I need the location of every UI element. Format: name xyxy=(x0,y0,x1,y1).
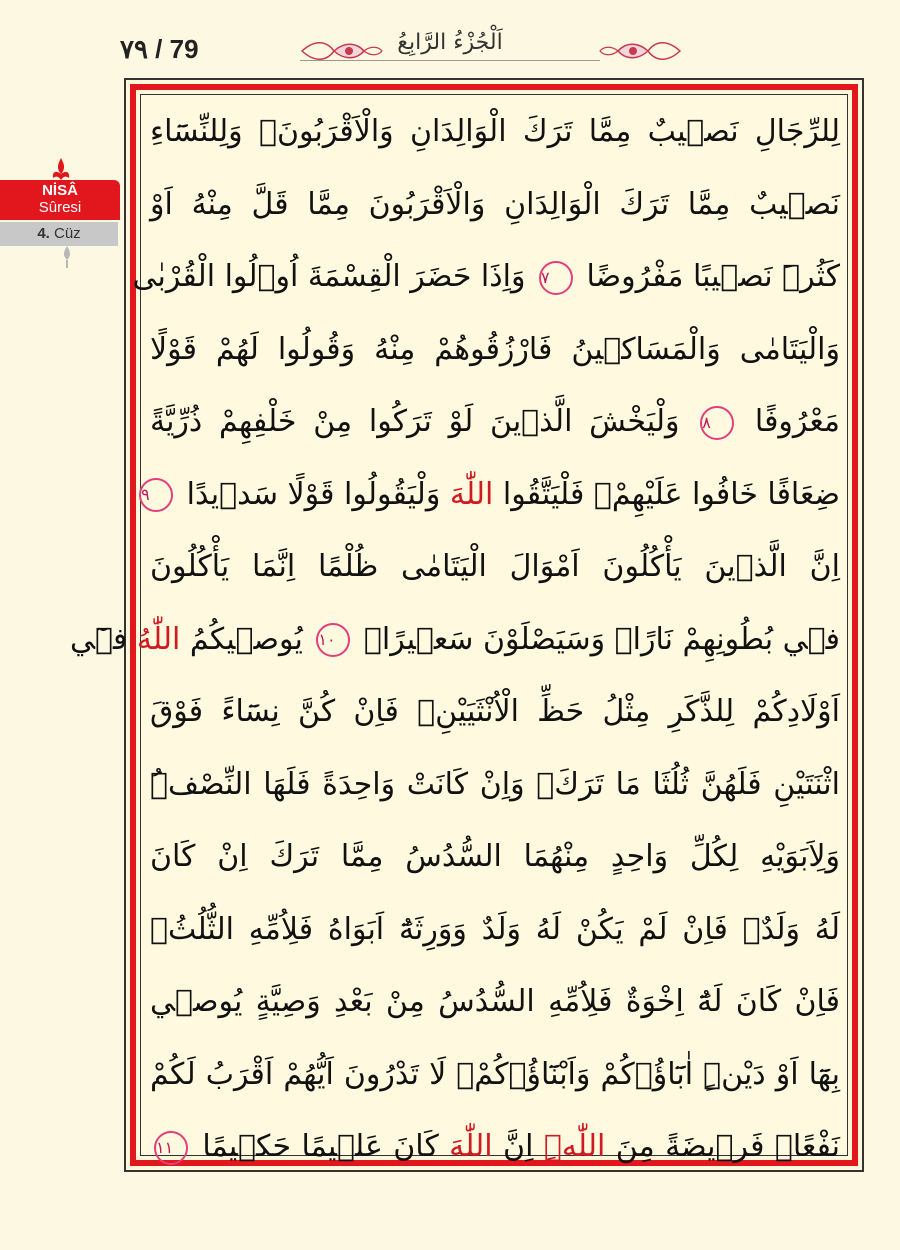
page-number: ٧٩ / 79 xyxy=(120,34,199,64)
verse-number-marker: ١١ xyxy=(154,1131,188,1165)
page-header xyxy=(0,0,900,80)
divine-name: اللّٰهَ xyxy=(449,476,494,512)
verse-number-marker: ٧ xyxy=(539,261,573,295)
text-line xyxy=(150,386,840,459)
verse-text: اِنَّ الَّذ۪ينَ يَأْكُلُونَ اَمْوَالَ الْيَتَامٰى ظُلْمًا اِنَّمَا يَأْكُلُونَ xyxy=(150,549,840,584)
text-line xyxy=(150,1111,840,1184)
text-line xyxy=(150,676,840,749)
verse-text: وَلْيَقُولُوا قَوْلًا سَد۪يدًا xyxy=(177,476,450,512)
verse-text: ف۪ي بُطُونِهِمْ نَارًاۜ وَسَيَصْلَوْنَ سَع۪يرًا۟ xyxy=(354,621,840,657)
text-line xyxy=(150,314,840,387)
sura-label: Sûresi xyxy=(38,199,82,216)
text-line xyxy=(141,459,840,532)
verse-text: نَفْعًاۜ فَر۪يضَةً مِنَ xyxy=(605,1129,840,1164)
juz-number: 4. xyxy=(37,225,50,242)
verse-text: يُوص۪يكُمُ xyxy=(180,621,313,657)
juz-label: Cüz xyxy=(54,225,81,242)
verse-text: ۜ اِنَّ xyxy=(492,1129,544,1164)
juz-title: اَلْجُزْءُ الرَّابِعُ xyxy=(397,30,503,55)
text-line xyxy=(150,894,840,967)
verse-text: لَهُ وَلَدٌۚ فَاِنْ لَمْ يَكُنْ لَهُ وَلَدٌ وَوَرِثَهُٓ اَبَوَاهُ فَلِاُمِّهِ الثُّلُثُۚ xyxy=(150,911,840,947)
text-line xyxy=(150,96,840,169)
text-line xyxy=(69,604,840,677)
text-line xyxy=(150,531,840,604)
ornament-right-icon xyxy=(598,38,682,64)
verse-number-marker: ١٠ xyxy=(316,623,350,657)
quran-text xyxy=(69,96,840,1184)
verse-text: وَلِاَبَوَيْهِ لِكُلِّ وَاحِدٍ مِنْهُمَا السُّدُسُ مِمَّا تَرَكَ اِنْ كَانَ xyxy=(150,839,840,874)
verse-text: اَوْلَادِكُمْ لِلذَّكَرِ مِثْلُ حَظِّ الْاُنْثَيَيْنِۚ فَاِنْ كُنَّ نِسَٓاءً فَوْقَ xyxy=(150,694,840,729)
verse-text: ضِعَافًا خَافُوا عَلَيْهِمْۖ فَلْيَتَّقُوا xyxy=(493,476,840,512)
ornament-drop-icon xyxy=(60,246,74,268)
verse-text: مَعْرُوفًا xyxy=(738,404,840,439)
verse-text: لِلرِّجَالِ نَص۪يبٌ مِمَّا تَرَكَ الْوَالِدَانِ وَالْاَقْرَبُونَۖ وَلِلنِّسَٓاءِ xyxy=(150,114,840,149)
text-line xyxy=(150,1039,840,1112)
verse-text: كَثُرَۜ نَص۪يبًا مَفْرُوضًا xyxy=(576,259,840,294)
sura-tab xyxy=(0,180,120,220)
text-line xyxy=(150,966,840,1039)
verse-text: اثْنَتَيْنِ فَلَهُنَّ ثُلُثَا مَا تَرَكَۚ وَاِنْ كَانَتْ وَاحِدَةً فَلَهَا النِّصْفُۜ xyxy=(150,766,840,802)
verse-text: ف۪ٓي xyxy=(69,621,137,657)
text-line xyxy=(150,749,840,822)
verse-text: وَالْيَتَامٰى وَالْمَسَاك۪ينُ فَارْزُقُوهُمْ مِنْهُ وَقُولُوا لَهُمْ قَوْلًا xyxy=(150,331,840,367)
verse-text: فَاِنْ كَانَ لَهُٓ اِخْوَةٌ فَلِاُمِّهِ السُّدُسُ مِنْ بَعْدِ وَصِيَّةٍ يُوص۪ي xyxy=(150,984,840,1019)
verse-text: بِهَٓا اَوْ دَيْنٍۜ اٰبَٓاؤُ۬كُمْ وَاَبْنَٓاؤُ۬كُمْۚ لَا تَدْرُونَ اَيُّهُمْ اَقْرَبُ لَكُمْ xyxy=(150,1056,840,1092)
verse-text: كَانَ عَل۪يمًا حَك۪يمًا xyxy=(192,1129,450,1164)
text-line xyxy=(132,241,840,314)
divine-name: اللّٰهُ xyxy=(136,621,181,657)
verse-number-marker: ٨ xyxy=(700,406,734,440)
text-line xyxy=(150,821,840,894)
verse-number-marker: ٩ xyxy=(139,478,173,512)
juz-tab xyxy=(0,222,118,246)
divine-name: اللّٰهِ xyxy=(543,1129,606,1164)
divine-name: اللّٰهَ xyxy=(449,1129,493,1164)
verse-text: وَاِذَا حَضَرَ الْقِسْمَةَ اُو۬لُوا الْقُرْبٰى xyxy=(132,259,535,294)
verse-text: وَلْيَخْشَ الَّذ۪ينَ لَوْ تَرَكُوا مِنْ خَلْفِهِمْ ذُرِّيَّةً xyxy=(150,404,697,439)
sura-name: NİSÂ xyxy=(42,182,78,199)
text-line xyxy=(150,169,840,242)
verse-text: نَص۪يبٌ مِمَّا تَرَكَ الْوَالِدَانِ وَالْاَقْرَبُونَ مِمَّا قَلَّ مِنْهُ اَوْ xyxy=(150,186,840,222)
